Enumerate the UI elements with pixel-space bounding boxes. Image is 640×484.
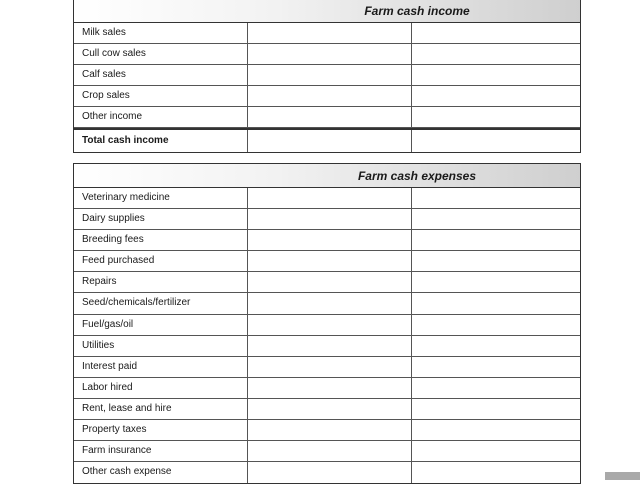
table-row [74, 44, 580, 65]
value-cell-2[interactable] [412, 86, 580, 106]
value-cell-1[interactable] [248, 230, 412, 250]
row-label: Other cash expense [74, 462, 248, 483]
value-cell-1[interactable] [248, 272, 412, 292]
income-title: Farm cash income [364, 3, 470, 18]
row-label: Property taxes [74, 420, 248, 440]
row-label: Breeding fees [74, 230, 248, 250]
value-cell-2[interactable] [412, 107, 580, 127]
table-row [74, 272, 580, 293]
value-cell-1[interactable] [248, 315, 412, 335]
row-label: Repairs [74, 272, 248, 292]
value-cell-1[interactable] [248, 209, 412, 229]
row-label: Seed/chemicals/fertilizer [74, 293, 248, 313]
value-cell-2[interactable] [412, 441, 580, 461]
table-row [74, 251, 580, 272]
table-row [74, 378, 580, 399]
value-cell-2[interactable] [412, 230, 580, 250]
table-row [74, 86, 580, 107]
value-cell-1[interactable] [248, 357, 412, 377]
table-row [74, 441, 580, 462]
table-row [74, 399, 580, 420]
table-row [74, 209, 580, 230]
value-cell-2[interactable] [412, 251, 580, 271]
table-row [74, 357, 580, 378]
value-cell-1[interactable] [248, 441, 412, 461]
value-cell-1[interactable] [248, 23, 412, 43]
table-row [74, 107, 580, 128]
value-cell-1[interactable] [248, 399, 412, 419]
value-cell-1[interactable] [248, 65, 412, 85]
value-cell-2[interactable] [412, 188, 580, 208]
value-cell-2[interactable] [412, 315, 580, 335]
row-label: Feed purchased [74, 251, 248, 271]
income-header [74, 0, 580, 23]
table-row [74, 462, 580, 483]
total-cell-1[interactable] [248, 130, 412, 152]
value-cell-2[interactable] [412, 293, 580, 313]
value-cell-2[interactable] [412, 209, 580, 229]
row-label: Milk sales [74, 23, 248, 43]
farm-cash-expenses-table [73, 163, 581, 484]
total-cell-2[interactable] [412, 130, 580, 152]
row-label: Crop sales [74, 86, 248, 106]
table-row [74, 315, 580, 336]
value-cell-1[interactable] [248, 293, 412, 313]
table-row [74, 336, 580, 357]
value-cell-2[interactable] [412, 336, 580, 356]
page-corner-tab [605, 472, 640, 480]
expenses-title: Farm cash expenses [357, 168, 477, 183]
table-row [74, 293, 580, 314]
row-label: Labor hired [74, 378, 248, 398]
value-cell-2[interactable] [412, 44, 580, 64]
value-cell-1[interactable] [248, 336, 412, 356]
value-cell-1[interactable] [248, 462, 412, 483]
row-label: Dairy supplies [74, 209, 248, 229]
table-row [74, 65, 580, 86]
row-label: Calf sales [74, 65, 248, 85]
row-label: Farm insurance [74, 441, 248, 461]
value-cell-2[interactable] [412, 272, 580, 292]
value-cell-1[interactable] [248, 378, 412, 398]
row-label: Utilities [74, 336, 248, 356]
table-row [74, 188, 580, 209]
value-cell-2[interactable] [412, 378, 580, 398]
value-cell-2[interactable] [412, 357, 580, 377]
farm-cash-income-table [73, 0, 581, 153]
row-label: Fuel/gas/oil [74, 315, 248, 335]
row-label: Rent, lease and hire [74, 399, 248, 419]
table-row [74, 420, 580, 441]
row-label: Other income [74, 107, 248, 127]
value-cell-1[interactable] [248, 188, 412, 208]
value-cell-2[interactable] [412, 23, 580, 43]
value-cell-1[interactable] [248, 86, 412, 106]
value-cell-1[interactable] [248, 44, 412, 64]
total-label: Total cash income [74, 130, 248, 152]
value-cell-2[interactable] [412, 65, 580, 85]
table-row [74, 230, 580, 251]
value-cell-2[interactable] [412, 462, 580, 483]
value-cell-1[interactable] [248, 251, 412, 271]
value-cell-1[interactable] [248, 107, 412, 127]
expenses-header [74, 164, 580, 188]
value-cell-1[interactable] [248, 420, 412, 440]
row-label: Veterinary medicine [74, 188, 248, 208]
value-cell-2[interactable] [412, 399, 580, 419]
row-label: Cull cow sales [74, 44, 248, 64]
table-row [74, 23, 580, 44]
value-cell-2[interactable] [412, 420, 580, 440]
total-row [74, 128, 580, 152]
row-label: Interest paid [74, 357, 248, 377]
